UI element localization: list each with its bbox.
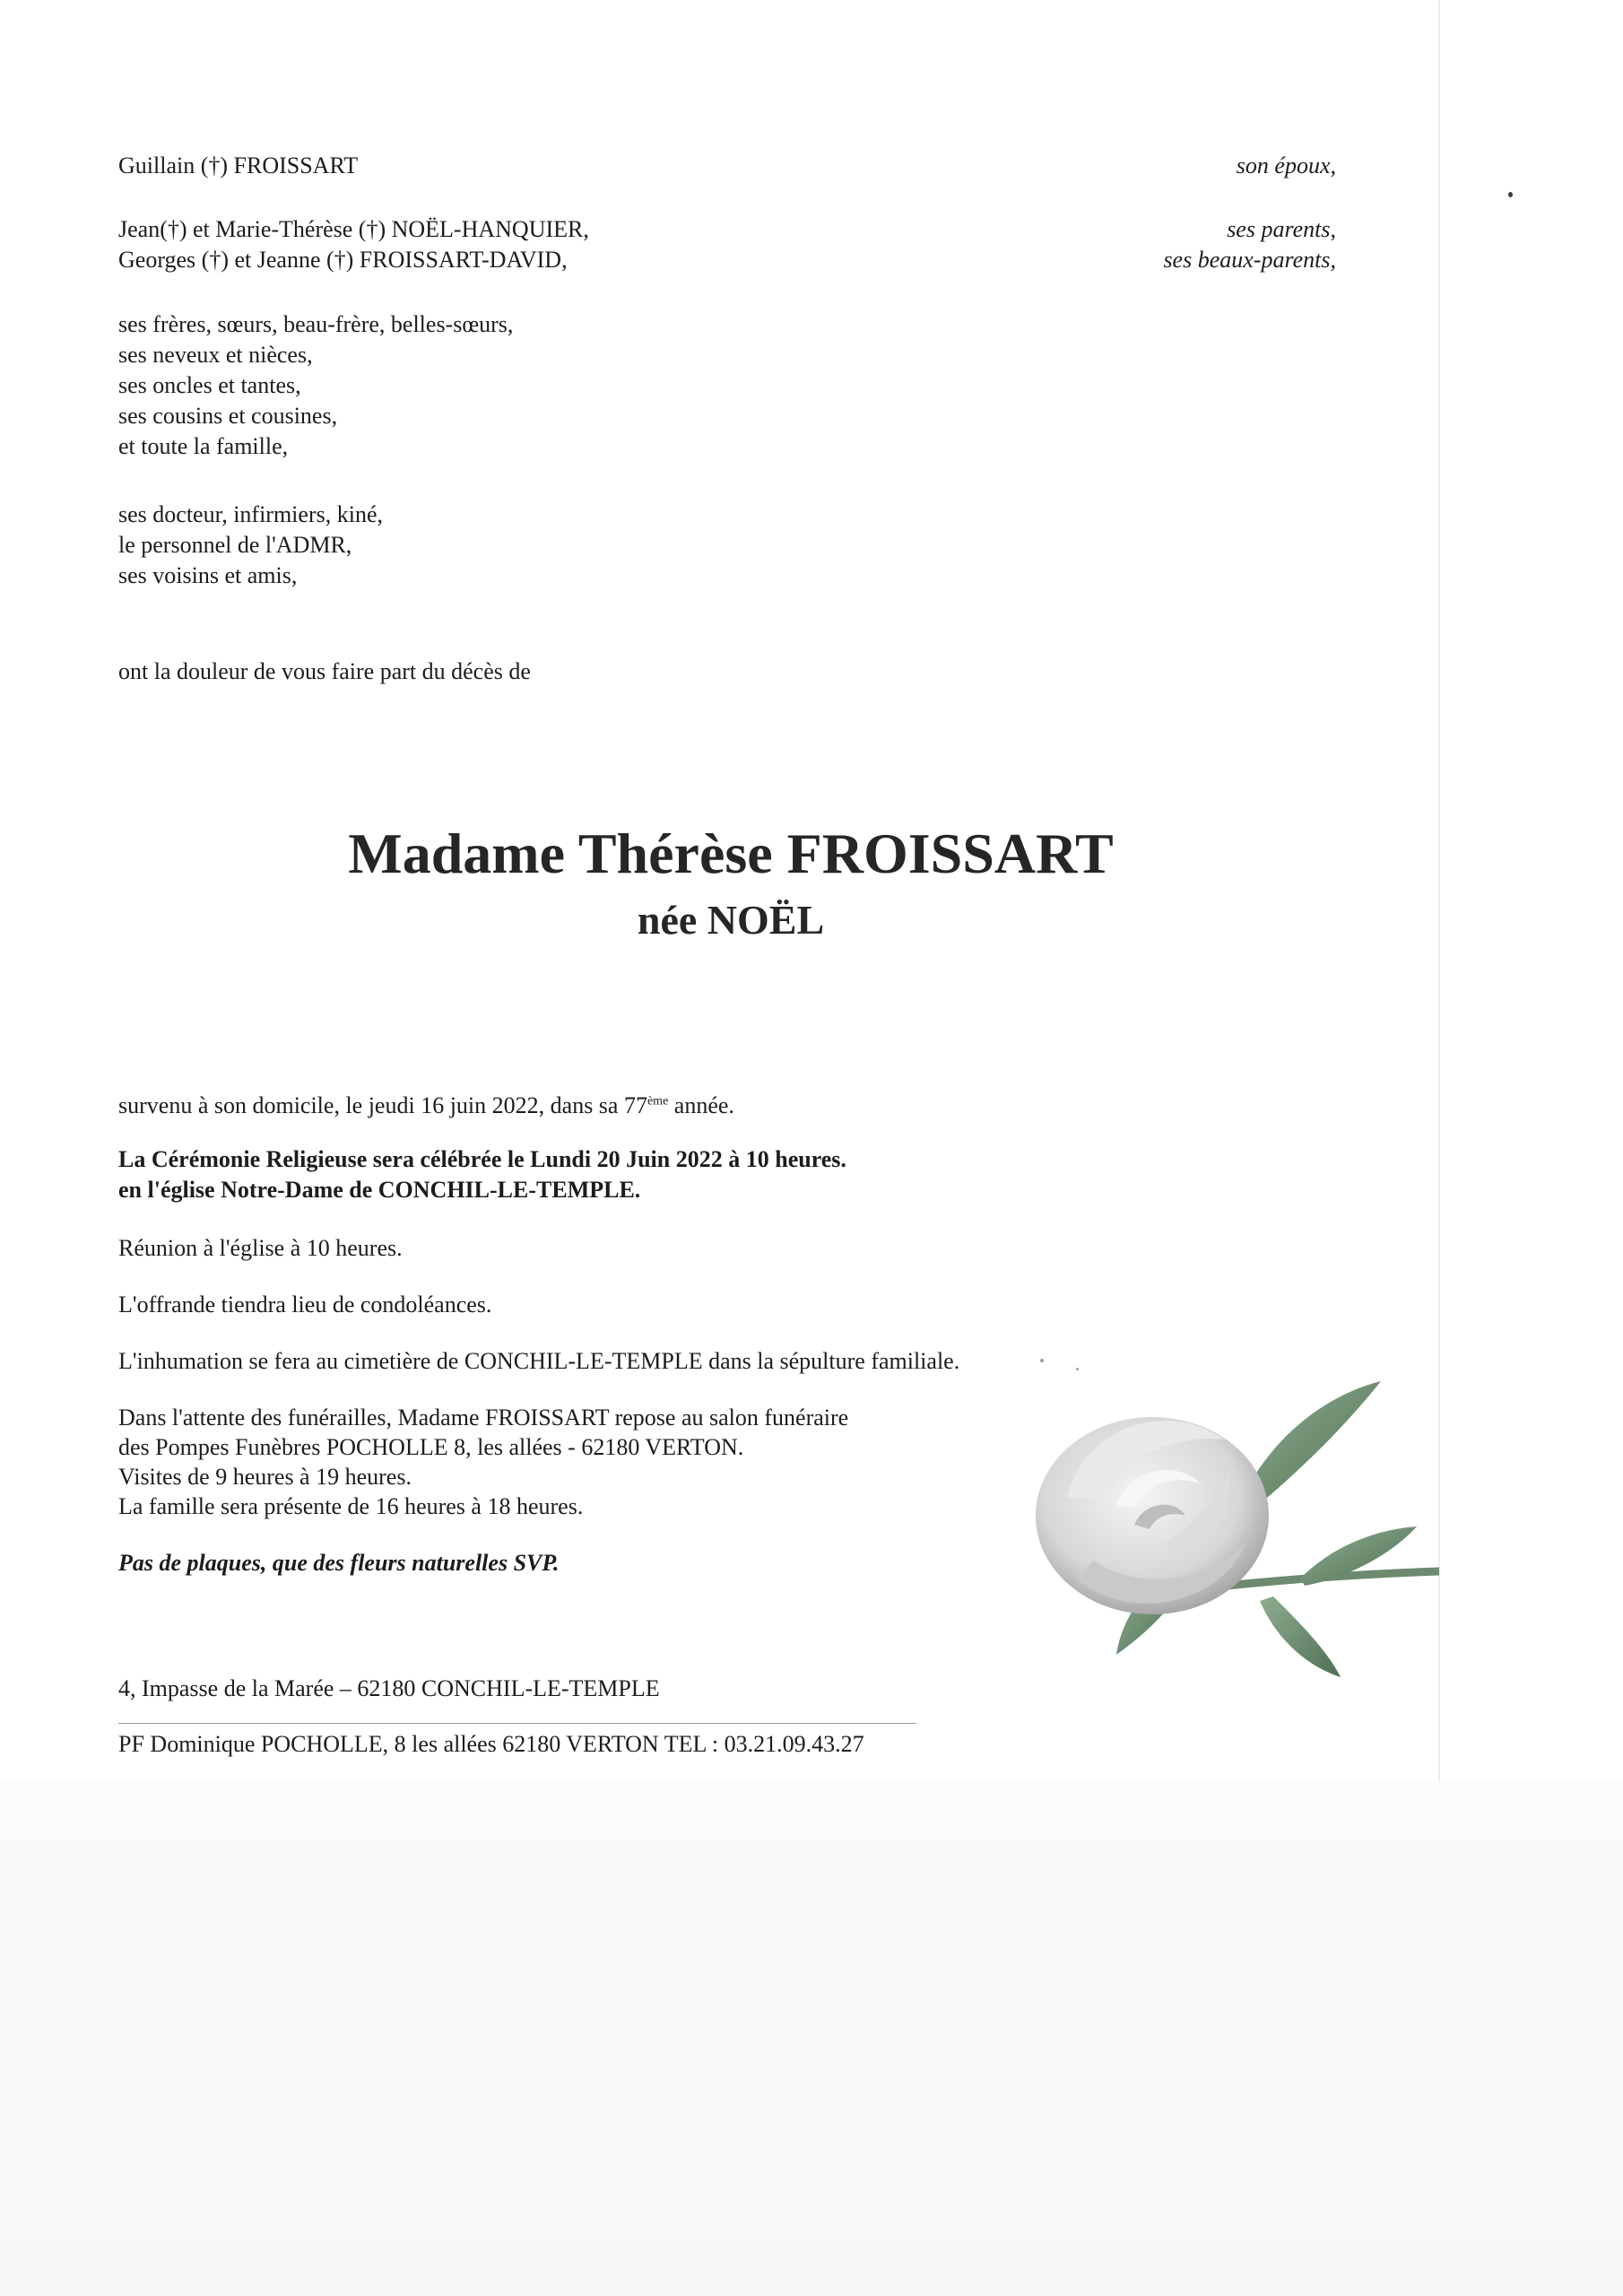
husband-name: Guillain (†) FROISSART [118,152,359,178]
funeral-home-contact: PF Dominique POCHOLLE, 8 les allées 62180 VERTON TEL : 03.21.09.43.27 [118,1731,864,1757]
death-text: survenu à son domicile, le jeudi 16 juin 2022, dans sa 77 [118,1092,647,1118]
in-laws-name: Georges (†) et Jeanne (†) FROISSART-DAVID, [118,247,568,273]
wake-line: Visites de 9 heures à 19 heures. [118,1464,412,1490]
scan-speck [1076,1368,1079,1370]
death-notice [118,1091,734,1121]
scan-speck [1508,192,1513,197]
ceremony-line: La Cérémonie Religieuse sera célébrée le Lundi 20 Juin 2022 à 10 heures. [118,1146,846,1172]
husband-relation: son époux, [1236,152,1336,178]
relatives-line: ses cousins et cousines, [118,403,338,429]
parents-name: Jean(†) et Marie-Thérèse (†) NOËL-HANQUIER, [118,216,589,242]
carers-line: le personnel de l'ADMR, [118,532,352,558]
address: 4, Impasse de la Marée – 62180 CONCHIL-LE-TEMPLE [118,1675,660,1701]
flowers-note: Pas de plaques, que des fleurs naturelles SVP. [118,1550,560,1576]
deceased-name: Madame Thérèse FROISSART [348,822,1114,885]
parents-relation: ses parents, [1227,216,1336,242]
relatives-line: ses neveux et nièces, [118,342,313,368]
in-laws-relation: ses beaux-parents, [1163,247,1336,273]
relatives-line: et toute la famille, [118,433,289,459]
separator-rule [118,1723,916,1724]
death-suffix: année. [668,1092,734,1118]
relatives-line: ses oncles et tantes, [118,372,301,398]
announcement: ont la douleur de vous faire part du décès de [118,658,531,684]
wake-line: Dans l'attente des funérailles, Madame FROISSART repose au salon funéraire [118,1405,849,1431]
death-superscript: ème [647,1094,669,1109]
deceased-maiden-name: née NOËL [637,897,825,943]
ceremony-line: en l'église Notre-Dame de CONCHIL-LE-TEMPLE. [118,1177,641,1203]
carers-line: ses docteur, infirmiers, kiné, [118,501,383,527]
scan-lower-area [0,1780,1623,2296]
offering-note: L'offrande tiendra lieu de condoléances. [118,1292,492,1318]
scan-speck [1040,1359,1044,1362]
wake-line: La famille sera présente de 16 heures à 18 heures. [118,1493,584,1519]
wake-line: des Pompes Funèbres POCHOLLE 8, les allées - 62180 VERTON. [118,1434,744,1460]
white-rose-illustration [1031,1202,1439,1704]
meeting-note: Réunion à l'église à 10 heures. [118,1235,403,1261]
carers-line: ses voisins et amis, [118,562,298,588]
relatives-line: ses frères, sœurs, beau-frère, belles-sœurs, [118,311,514,337]
burial-note: L'inhumation se fera au cimetière de CONCHIL-LE-TEMPLE dans la sépulture familiale. [118,1348,960,1374]
